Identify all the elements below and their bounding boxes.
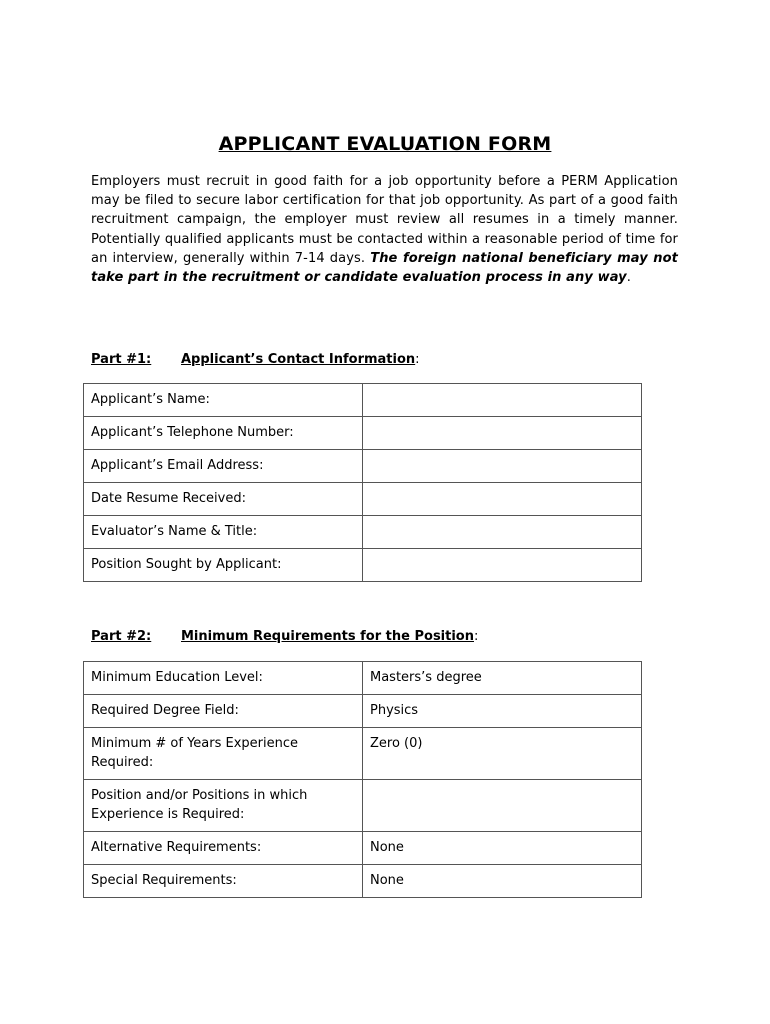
part2-colon: : xyxy=(474,629,479,644)
intro-text: Employers must recruit in good faith for a job opportunity before a PERM Application may be filed to secure labor certification for that job opportunity. As part of a good faith recruitment campaign, the employer must review all resumes in a timely manner. Potentially qualified applicants must be contacted within a reasonable period of time for an interview, generally within 7-14 days. xyxy=(91,174,678,266)
part1-title: Applicant’s Contact Information xyxy=(181,352,416,367)
table-row xyxy=(84,662,642,695)
applicant-telephone-field[interactable] xyxy=(363,417,642,450)
table-row xyxy=(84,417,642,450)
part2-title: Minimum Requirements for the Position xyxy=(181,629,474,644)
intro-end: . xyxy=(626,270,631,286)
applicant-email-field[interactable] xyxy=(363,450,642,483)
table-row xyxy=(84,516,642,549)
row-label: Applicant’s Telephone Number: xyxy=(84,417,363,450)
table-row xyxy=(84,865,642,898)
evaluator-name-title-field[interactable] xyxy=(363,516,642,549)
table-row xyxy=(84,549,642,582)
row-label: Required Degree Field: xyxy=(84,695,363,728)
part1-colon: : xyxy=(415,352,420,367)
row-label: Alternative Requirements: xyxy=(84,832,363,865)
part1-number: Part #1: xyxy=(91,352,152,367)
row-label: Applicant’s Email Address: xyxy=(84,450,363,483)
part1-heading xyxy=(91,352,420,367)
row-label: Applicant’s Name: xyxy=(84,384,363,417)
row-label: Position and/or Positions in which Experience is Required: xyxy=(84,780,363,832)
contact-info-table xyxy=(83,383,642,582)
education-level-value[interactable]: Masters’s degree xyxy=(363,662,642,695)
row-label: Date Resume Received: xyxy=(84,483,363,516)
intro-paragraph xyxy=(91,172,678,287)
experience-positions-value[interactable] xyxy=(363,780,642,832)
table-row xyxy=(84,483,642,516)
degree-field-value[interactable]: Physics xyxy=(363,695,642,728)
position-sought-field[interactable] xyxy=(363,549,642,582)
requirements-table xyxy=(83,661,642,898)
part2-number: Part #2: xyxy=(91,629,152,644)
years-experience-value[interactable]: Zero (0) xyxy=(363,728,642,780)
table-row xyxy=(84,384,642,417)
row-label: Minimum Education Level: xyxy=(84,662,363,695)
date-resume-received-field[interactable] xyxy=(363,483,642,516)
table-row xyxy=(84,832,642,865)
table-row xyxy=(84,780,642,832)
table-row xyxy=(84,695,642,728)
row-label: Special Requirements: xyxy=(84,865,363,898)
table-row xyxy=(84,450,642,483)
alternative-requirements-value[interactable]: None xyxy=(363,832,642,865)
intro-emphasis: The foreign national beneficiary may not take part in the recruitment or candidate evaluation process in any way xyxy=(91,250,678,286)
part2-heading xyxy=(91,629,478,644)
special-requirements-value[interactable]: None xyxy=(363,865,642,898)
table-row xyxy=(84,728,642,780)
applicant-name-field[interactable] xyxy=(363,384,642,417)
page-title: APPLICANT EVALUATION FORM xyxy=(218,133,552,155)
row-label: Position Sought by Applicant: xyxy=(84,549,363,582)
row-label: Minimum # of Years Experience Required: xyxy=(84,728,363,780)
row-label: Evaluator’s Name & Title: xyxy=(84,516,363,549)
